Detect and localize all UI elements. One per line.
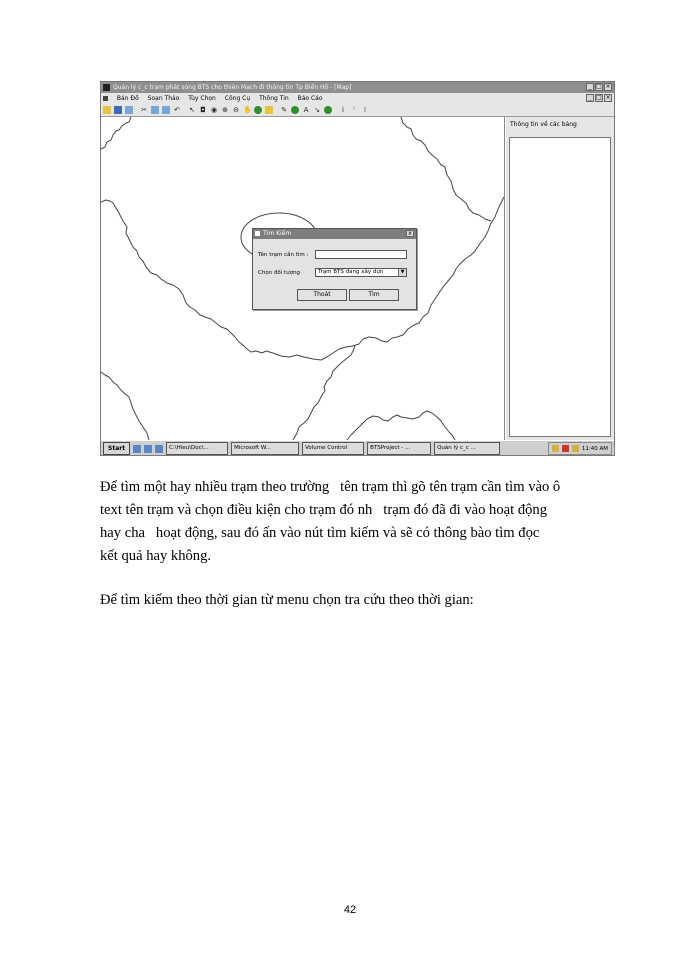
doc-restore-button[interactable]: □ — [596, 94, 602, 101]
body-line: kết quả hay không. — [100, 548, 212, 564]
exit-button[interactable]: Thoát — [297, 289, 347, 301]
copy-icon[interactable] — [151, 106, 159, 114]
menu-tuy-chon[interactable]: Tùy Chọn — [188, 95, 216, 102]
search-button[interactable]: Tìm — [349, 289, 399, 301]
cut-icon[interactable]: ✂ — [141, 106, 147, 114]
app-icon — [103, 84, 110, 91]
body-line: hay cha hoạt động, sau đó ấn vào nút tìm kiếm và sẽ có thông bào tìm đọc — [100, 525, 540, 541]
clock: 11:40 AM — [581, 445, 608, 452]
undo-icon[interactable]: ↶ — [174, 106, 180, 114]
object-type-label: Chọn đối tượng — [258, 270, 301, 276]
minimize-button[interactable]: _ — [586, 83, 594, 91]
object-type-select[interactable] — [315, 268, 407, 277]
print-icon[interactable] — [125, 106, 133, 114]
menu-bar — [101, 93, 614, 104]
taskbar — [101, 440, 614, 456]
system-tray — [548, 442, 612, 455]
search-dialog — [252, 228, 417, 310]
dialog-close-button[interactable]: x — [406, 230, 414, 237]
document-window-controls — [586, 94, 612, 102]
toolbar — [101, 104, 614, 117]
taskbar-item[interactable]: Microsoft W... — [231, 442, 299, 455]
object-type-value: Trạm BTS đang xây dựn — [318, 269, 384, 275]
doc-minimize-button[interactable]: _ — [586, 94, 594, 102]
info-icon[interactable]: i — [342, 106, 344, 114]
taskbar-item[interactable]: Quản lý c_c ... — [434, 442, 500, 455]
window-controls — [586, 83, 612, 91]
radius-select-icon[interactable]: ◉ — [210, 106, 218, 114]
page-number: 42 — [343, 904, 357, 916]
body-line: text tên trạm và chọn điều kiện cho trạm đó nh trạm đó đã đi vào hoạt động — [100, 502, 548, 518]
station-name-label: Tên trạm cần tìm : — [258, 252, 309, 258]
station-name-input[interactable] — [315, 250, 407, 259]
body-paragraph-2: Để tìm kiếm theo thời gian từ menu chọn tra cứu theo thời gian: — [100, 592, 474, 608]
dialog-icon — [255, 231, 260, 236]
menu-thong-tin[interactable]: Thông Tin — [259, 95, 289, 102]
area-tool-icon[interactable] — [324, 106, 332, 114]
quicklaunch-outlook-icon[interactable] — [155, 445, 163, 453]
quicklaunch-browser-icon[interactable] — [144, 445, 152, 453]
point-tool-icon[interactable] — [291, 106, 299, 114]
doc-close-button[interactable]: × — [605, 94, 611, 101]
taskbar-item[interactable]: Volume Control — [302, 442, 364, 455]
search-dialog-title: Tìm Kiếm — [263, 230, 292, 237]
start-button[interactable]: Start — [103, 442, 130, 455]
menu-ban-do[interactable]: Bản Đồ — [116, 95, 139, 102]
search-dialog-titlebar — [253, 229, 416, 239]
taskbar-item[interactable]: C:\Hieu\Doc\... — [166, 442, 228, 455]
line-tool-icon[interactable]: ↘ — [314, 106, 320, 114]
zoom-out-icon[interactable]: ⊖ — [233, 106, 239, 114]
paste-icon[interactable] — [162, 106, 170, 114]
taskbar-item[interactable]: BTSProject - ... — [367, 442, 431, 455]
quicklaunch-desktop-icon[interactable] — [133, 445, 141, 453]
side-panel-list[interactable] — [509, 137, 611, 437]
station-tool-icon[interactable]: ✎ — [281, 106, 287, 114]
globe-icon[interactable] — [254, 106, 262, 114]
info-side-panel — [506, 117, 614, 440]
save-icon[interactable] — [114, 106, 122, 114]
side-panel-title: Thông tin về các bảng — [510, 121, 577, 128]
pointer-icon[interactable]: ↖ — [189, 106, 195, 114]
volume-icon[interactable] — [552, 445, 559, 452]
language-icon[interactable] — [572, 445, 579, 452]
pan-icon[interactable]: ✋ — [243, 106, 252, 114]
menu-soan-thao[interactable]: Soạn Thảo — [147, 95, 180, 102]
window-titlebar — [101, 82, 614, 93]
menu-cong-cu[interactable]: Công Cụ — [224, 95, 251, 102]
close-button[interactable]: × — [605, 83, 611, 90]
menu-bao-cao[interactable]: Báo Cáo — [297, 95, 323, 102]
app-screenshot — [100, 81, 615, 456]
chevron-down-icon[interactable]: ▼ — [398, 269, 406, 276]
window-title: Quản lý c_c trạm phát sóng BTS cho thiên Mạch đi thông tin Tp Biển Hồ - [Map] — [113, 84, 352, 91]
layer-icon[interactable] — [265, 106, 273, 114]
zoom-in-icon[interactable]: ⊕ — [222, 106, 228, 114]
info-list-icon[interactable]: ⁞ — [363, 106, 367, 114]
body-line: Để tìm một hay nhiều trạm theo trường tên trạm thì gõ tên trạm cần tìm vào ô — [100, 479, 561, 495]
text-tool-icon[interactable]: A — [303, 106, 309, 114]
document-icon — [103, 96, 108, 101]
select-icon[interactable]: ◘ — [200, 106, 206, 114]
new-icon[interactable] — [103, 106, 111, 114]
tray-app-icon[interactable] — [562, 445, 569, 452]
info-label-icon[interactable]: ⁱ — [353, 106, 355, 114]
maximize-button[interactable]: □ — [596, 83, 602, 90]
